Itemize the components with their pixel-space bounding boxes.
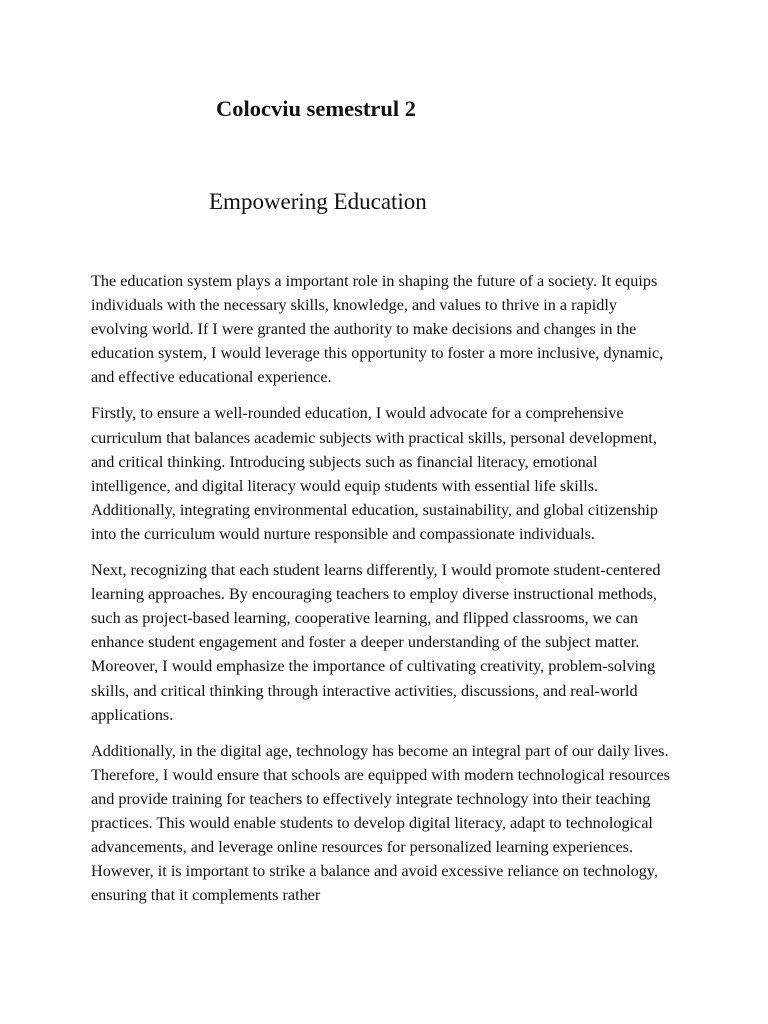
document-title: Colocviu semestrul 2 [216, 96, 416, 121]
paragraph-curriculum: Firstly, to ensure a well-rounded education, I would advocate for a comprehensive curriculum that balances academic subjects with practical skills, personal development, and critical thinking. Introducing subjects such as financial literacy, emotional intelligence, and digital literacy would equip students with essential life skills. Additionally, integrating environmental education, sustainability, and global citizenship into the curriculum would nurture responsible and compassionate individuals. [91, 404, 659, 543]
paragraph-student-centered: Next, recognizing that each student learns differently, I would promote student-centered learning approaches. By encouraging teachers to employ diverse instructional methods, such as project-based learning, cooperative learning, and flipped classrooms, we can enhance student engagement and foster a deeper understanding of the subject matter. Moreover, I would emphasize the importance of cultivating creativity, problem-solving skills, and critical thinking through interactive activities, discussions, and real-world applications. [91, 561, 661, 724]
paragraph-intro: The education system plays a important role in shaping the future of a society. It equips individuals with the necessary skills, knowledge, and values to thrive in a rapidly evolving world. If I were granted the authority to make decisions and changes in the education system, I would leverage this opportunity to foster a more inclusive, dynamic, and effective educational experience. [91, 272, 664, 387]
document-subtitle: Empowering Education [209, 189, 427, 214]
document-body [91, 269, 673, 919]
paragraph-technology: Additionally, in the digital age, technology has become an integral part of our daily lives. Therefore, I would ensure that schools are equipped with modern technological resources and provide training for teachers to effectively integrate technology into their teaching practices. This would enable students to develop digital literacy, adapt to technological advancements, and leverage online resources for personalized learning experiences. However, it is important to strike a balance and avoid excessive reliance on technology, ensuring that it complements rather [91, 741, 670, 905]
